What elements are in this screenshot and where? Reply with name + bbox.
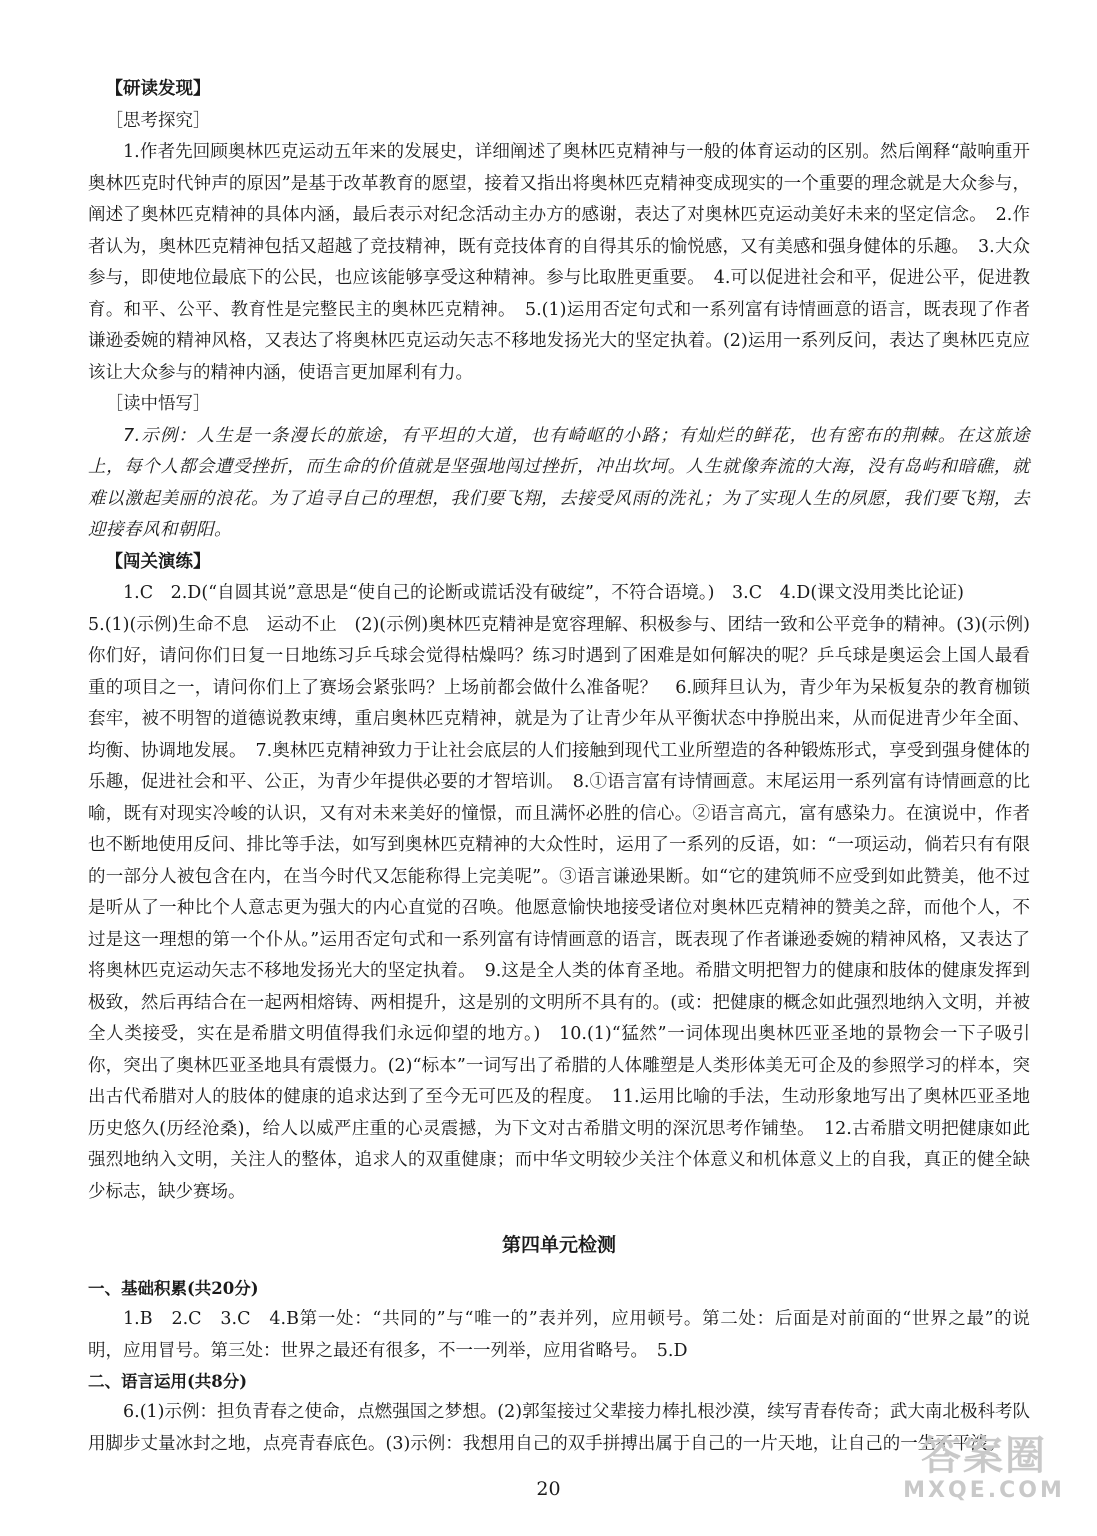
answer-paragraph-think: 1.作者先回顾奥林匹克运动五年来的发展史，详细阐述了奥林匹克精神与一般的体育运动的区别。然后阐释“敲响重开奥林匹克时代钟声的原因”是基于改革教育的愿望，接着又指出将奥林匹克精神变成现实的一个重要的理念就是大众参与，阐述了奥林匹克精神的具体内涵，最后表示对纪念活动主办方的感谢，表达了对奥林匹克运动美好未来的坚定信念。 2.作者认为，奥林匹克精神包括又超越了竞技精神，既有竞技体育的自得其乐的愉悦感，又有美感和强身健体的乐趣。 3.大众参与，即使地位最底下的公民，也应该能够享受这种精神。参与比取胜更重要。 4.可以促进社会和平，促进公平，促进教育。和平、公平、教育性是完整民主的奥林匹克精神。 5.(1)运用否定句式和一系列富有诗情画意的语言，既表现了作者谦逊委婉的精神风格，又表达了将奥林匹克运动矢志不移地发扬光大的坚定执着。(2)运用一系列反问，表达了奥林匹克应该让大众参与的精神内涵，使语言更加犀利有力。 [88,142,1030,383]
unit-test-title: 第四单元检测 [501,1234,616,1256]
watermark-line1: 答案圈 [921,1433,1047,1479]
site-watermark-logo [899,1434,1069,1514]
answer-page [88,74,1030,1460]
subheading-read-write: ［读中悟写］ [105,394,211,414]
part1-answers: 1.B 2.C 3.C 4.B第一处：“共同的”与“唯一的”表并列，应用顿号。第二处：后面是对前面的“世界之最”的说明，应用冒号。第三处：世界之最还有很多，不一一列举，应用省略号。 5.D [88,1309,1030,1361]
page-number: 20 [536,1478,561,1500]
section-heading-research: 【研读发现】 [105,79,211,99]
answer-paragraph-practice-2: 5.(1)(示例)生命不息 运动不止 (2)(示例)奥林匹克精神是宽容理解、积极参与、团结一致和公平竞争的精神。(3)(示例)你们好，请问你们日复一日地练习乒乓球会觉得枯燥吗？练习时遇到了困难是如何解决的呢？乒乓球是奥运会上国人最看重的项目之一，请问你们上了赛场会紧张吗？上场前都会做什么准备呢？ 6.顾拜旦认为，青少年为呆板复杂的教育枷锁套牢，被不明智的道德说教束缚，重启奥林匹克精神，就是为了让青少年从平衡状态中挣脱出来，从而促进青少年全面、均衡、协调地发展。 7.奥林匹克精神致力于让社会底层的人们接触到现代工业所塑造的各种锻炼形式，享受到强身健体的乐趣，促进社会和平、公正，为青少年提供必要的才智培训。 8.①语言富有诗情画意。末尾运用一系列富有诗情画意的比喻，既有对现实冷峻的认识，又有对未来美好的憧憬，而且满怀必胜的信心。②语言高亢，富有感染力。在演说中，作者也不断地使用反问、排比等手法，如写到奥林匹克精神的大众性时，运用了一系列的反语，如：“一项运动，倘若只有有限的一部分人被包含在内，在当今时代又怎能称得上完美呢”。③语言谦逊果断。如“它的建筑师不应受到如此赞美，他不过是听从了一种比个人意志更为强大的内心直觉的召唤。他愿意愉快地接受诸位对奥林匹克精神的赞美之辞，而他个人，不过是这一理想的第一个仆从。”运用否定句式和一系列富有诗情画意的语言，既表现了作者谦逊委婉的精神风格，又表达了将奥林匹克运动矢志不移地发扬光大的坚定执着。 9.这是全人类的体育圣地。希腊文明把智力的健康和肢体的健康发挥到极致，然后再结合在一起两相熔铸、两相提升，这是别的文明所不具有的。(或：把健康的概念如此强烈地纳入文明，并被全人类接受，实在是希腊文明值得我们永远仰望的地方。) 10.(1)“猛然”一词体现出奥林匹亚圣地的景物会一下子吸引你，突出了奥林匹亚圣地具有震慑力。(2)“标本”一词写出了希腊的人体雕塑是人类形体美无可企及的参照学习的样本，突出古代希腊对人的肢体的健康的追求达到了至今无可匹及的程度。 11.运用比喻的手法，生动形象地写出了奥林匹亚圣地历史悠久(历经沧桑)，给人以威严庄重的心灵震撼，为下文对古希腊文明的深沉思考作铺垫。 12.古希腊文明把健康如此强烈地纳入文明，关注人的整体，追求人的双重健康；而中华文明较少关注个体意义和机体意义上的自我，真正的健全缺少标志，缺少赛场。 [88,614,1030,1202]
answer-paragraph-practice-1: 1.C 2.D(“自圆其说”意思是“使自己的论断或谎话没有破绽”，不符合语境。) 3.C 4.D(课文没用类比论证) [123,583,964,603]
subheading-think: ［思考探究］ [105,110,211,131]
part1-heading: 一、基础积累(共20分) [88,1279,259,1298]
section-heading-practice: 【闯关演练】 [105,551,211,572]
part2-answers: 6.(1)示例：担负青春之使命，点燃强国之梦想。(2)郭玺接过父辈接力棒扎根沙漠，续写青春传奇；武大南北极科考队用脚步丈量冰封之地，点亮青春底色。(3)示例：我想用自己的双手拼搏出属于自己的一片天地，让自己的一生不平淡。 [88,1402,1030,1454]
part2-heading: 二、语言运用(共8分) [88,1372,248,1391]
watermark-line2: MXQE.COM [903,1478,1065,1503]
answer-paragraph-read-write: 7.示例：人生是一条漫长的旅途，有平坦的大道，也有崎岖的小路；有灿烂的鲜花，也有密布的荆棘。在这旅途上，每个人都会遭受挫折，而生命的价值就是坚强地闯过挫折，冲出坎坷。人生就像奔流的大海，没有岛屿和暗礁，就难以激起美丽的浪花。为了追寻自己的理想，我们要飞翔，去接受风雨的洗礼；为了实现人生的夙愿，我们要飞翔，去迎接春风和朝阳。 [88,425,1030,540]
